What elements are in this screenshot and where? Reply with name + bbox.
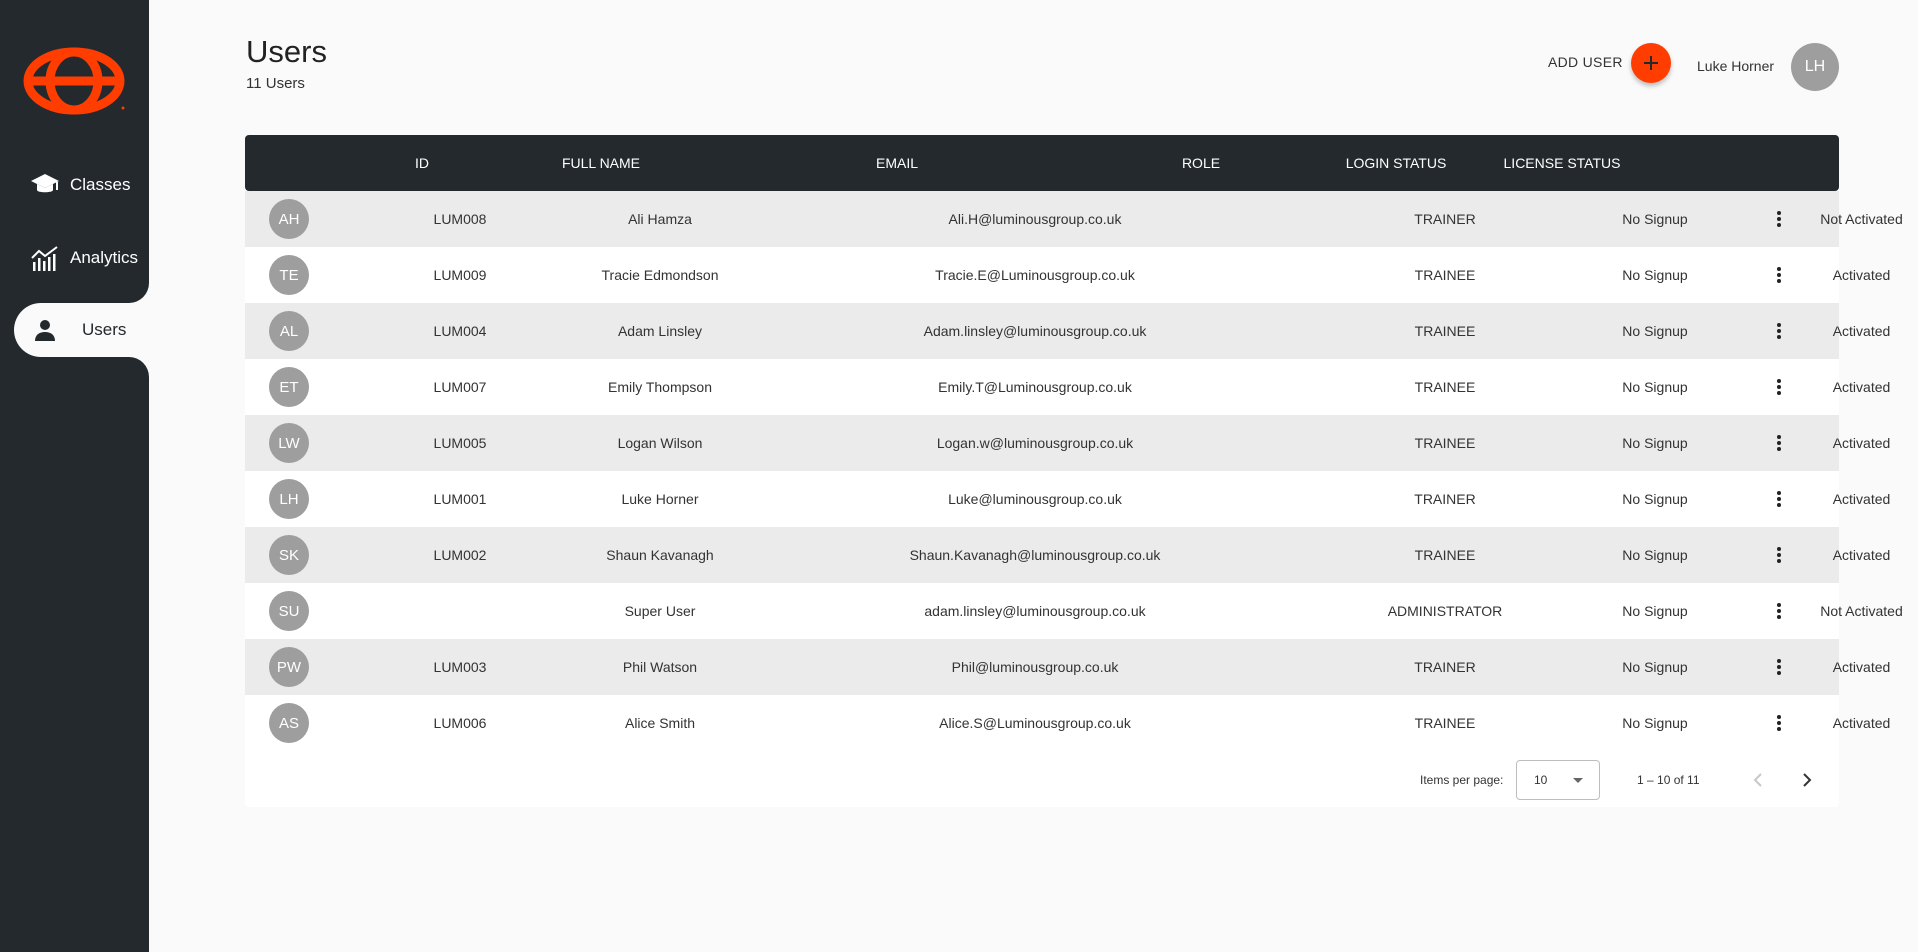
table-row[interactable] bbox=[245, 247, 1891, 303]
avatar: LH bbox=[269, 479, 309, 519]
avatar: SU bbox=[269, 591, 309, 631]
items-per-page-value: 10 bbox=[1534, 773, 1548, 787]
more-vertical-icon bbox=[1776, 210, 1782, 228]
plus-icon bbox=[1643, 55, 1659, 71]
add-user-label[interactable]: ADD USER bbox=[1548, 54, 1623, 70]
more-vertical-icon bbox=[1776, 378, 1782, 396]
items-per-page-select[interactable] bbox=[1516, 760, 1600, 800]
cell-full-name: Alice Smith bbox=[624, 715, 696, 731]
cell-full-name: Emily Thompson bbox=[607, 379, 712, 395]
cell-login-status: No Signup bbox=[1622, 323, 1688, 339]
cell-email: Phil@luminousgroup.co.uk bbox=[951, 659, 1119, 675]
cell-full-name: Ali Hamza bbox=[628, 211, 692, 227]
cell-license-status: Activated bbox=[1832, 659, 1891, 675]
more-vertical-icon bbox=[1776, 546, 1782, 564]
row-actions-button[interactable] bbox=[1763, 259, 1795, 291]
cell-login-status: No Signup bbox=[1622, 491, 1688, 507]
row-actions-button[interactable] bbox=[1763, 371, 1795, 403]
sidebar bbox=[0, 0, 149, 952]
cell-role: TRAINER bbox=[1414, 211, 1476, 227]
cell-full-name: Luke Horner bbox=[621, 491, 699, 507]
cell-license-status: Activated bbox=[1832, 715, 1891, 731]
users-table bbox=[245, 135, 1903, 807]
active-tab-corner bbox=[129, 357, 149, 377]
add-user-button[interactable] bbox=[1631, 43, 1671, 83]
cell-id: LUM004 bbox=[433, 323, 487, 339]
cell-email: Shaun.Kavanagh@luminousgroup.co.uk bbox=[909, 547, 1161, 563]
sidebar-item-label: Classes bbox=[70, 175, 131, 194]
cell-license-status: Not Activated bbox=[1820, 603, 1903, 619]
cell-role: TRAINER bbox=[1414, 659, 1476, 675]
cell-login-status: No Signup bbox=[1622, 435, 1688, 451]
page-range-label: 1 – 10 of 11 bbox=[1637, 773, 1700, 787]
row-actions-button[interactable] bbox=[1763, 315, 1795, 347]
table-header bbox=[245, 135, 1839, 191]
chevron-right-icon bbox=[1802, 773, 1812, 787]
cell-license-status: Activated bbox=[1832, 435, 1891, 451]
cell-role: TRAINEE bbox=[1414, 435, 1476, 451]
cell-full-name: Phil Watson bbox=[622, 659, 698, 675]
cell-license-status: Not Activated bbox=[1820, 211, 1903, 227]
luminous-logo-icon bbox=[22, 46, 126, 116]
avatar[interactable]: LH bbox=[1791, 43, 1839, 91]
table-row[interactable] bbox=[245, 303, 1891, 359]
table-row[interactable] bbox=[245, 359, 1891, 415]
cell-role: TRAINEE bbox=[1414, 715, 1476, 731]
cell-full-name: Logan Wilson bbox=[617, 435, 703, 451]
cell-full-name: Shaun Kavanagh bbox=[606, 547, 714, 563]
more-vertical-icon bbox=[1776, 602, 1782, 620]
table-row[interactable] bbox=[245, 471, 1891, 527]
cell-email: adam.linsley@luminousgroup.co.uk bbox=[924, 603, 1146, 619]
cell-login-status: No Signup bbox=[1622, 211, 1688, 227]
cell-email: Emily.T@Luminousgroup.co.uk bbox=[938, 379, 1132, 395]
cell-id: LUM009 bbox=[433, 267, 487, 283]
row-actions-button[interactable] bbox=[1763, 707, 1795, 739]
cell-login-status: No Signup bbox=[1622, 379, 1688, 395]
more-vertical-icon bbox=[1776, 658, 1782, 676]
cell-email: Logan.w@luminousgroup.co.uk bbox=[936, 435, 1134, 451]
cell-id: LUM002 bbox=[433, 547, 487, 563]
row-actions-button[interactable] bbox=[1763, 651, 1795, 683]
sidebar-item-analytics[interactable] bbox=[0, 231, 149, 285]
row-actions-button[interactable] bbox=[1763, 483, 1795, 515]
table-row[interactable] bbox=[245, 415, 1891, 471]
cell-login-status: No Signup bbox=[1622, 603, 1688, 619]
table-row[interactable] bbox=[245, 639, 1891, 695]
cell-license-status: Activated bbox=[1832, 547, 1891, 563]
row-actions-button[interactable] bbox=[1763, 539, 1795, 571]
more-vertical-icon bbox=[1776, 490, 1782, 508]
active-tab-corner bbox=[129, 283, 149, 303]
column-header-id: ID bbox=[415, 155, 429, 171]
cell-license-status: Activated bbox=[1832, 267, 1891, 283]
cell-login-status: No Signup bbox=[1622, 267, 1688, 283]
cell-license-status: Activated bbox=[1832, 379, 1891, 395]
cell-id: LUM005 bbox=[433, 435, 487, 451]
avatar: TE bbox=[269, 255, 309, 295]
previous-page-button[interactable] bbox=[1742, 764, 1774, 796]
cell-id: LUM006 bbox=[433, 715, 487, 731]
column-header-login-status: LOGIN STATUS bbox=[1345, 155, 1447, 171]
avatar: AH bbox=[269, 199, 309, 239]
page-title: Users bbox=[246, 34, 327, 69]
cell-id: LUM003 bbox=[433, 659, 487, 675]
table-row[interactable] bbox=[245, 695, 1891, 751]
cell-role: TRAINEE bbox=[1414, 379, 1476, 395]
column-header-full-name: FULL NAME bbox=[561, 155, 641, 171]
cell-role: TRAINEE bbox=[1414, 547, 1476, 563]
column-header-email: EMAIL bbox=[875, 155, 918, 171]
table-row[interactable] bbox=[245, 191, 1903, 247]
cell-id bbox=[395, 583, 525, 639]
avatar: PW bbox=[269, 647, 309, 687]
column-header-license-status: LICENSE STATUS bbox=[1503, 155, 1621, 171]
avatar: ET bbox=[269, 367, 309, 407]
more-vertical-icon bbox=[1776, 266, 1782, 284]
cell-role: TRAINEE bbox=[1414, 267, 1476, 283]
avatar: AS bbox=[269, 703, 309, 743]
avatar: AL bbox=[269, 311, 309, 351]
cell-login-status: No Signup bbox=[1622, 547, 1688, 563]
table-row[interactable] bbox=[245, 527, 1891, 583]
column-header-role: ROLE bbox=[1181, 155, 1221, 171]
cell-login-status: No Signup bbox=[1622, 659, 1688, 675]
cell-email: Ali.H@luminousgroup.co.uk bbox=[948, 211, 1122, 227]
row-actions-button[interactable] bbox=[1763, 203, 1795, 235]
cell-email: Alice.S@Luminousgroup.co.uk bbox=[939, 715, 1131, 731]
user-count: 11 Users bbox=[246, 75, 305, 92]
current-user-name: Luke Horner bbox=[1697, 58, 1775, 74]
cell-full-name: Adam Linsley bbox=[617, 323, 703, 339]
cell-role: ADMINISTRATOR bbox=[1387, 603, 1503, 619]
cell-role: TRAINEE bbox=[1414, 323, 1476, 339]
cell-id: LUM008 bbox=[433, 211, 487, 227]
cell-full-name: Tracie Edmondson bbox=[601, 267, 719, 283]
avatar: LW bbox=[269, 423, 309, 463]
next-page-button[interactable] bbox=[1791, 764, 1823, 796]
graduation-cap-icon bbox=[30, 170, 60, 200]
table-row[interactable] bbox=[245, 583, 1903, 639]
more-vertical-icon bbox=[1776, 714, 1782, 732]
sidebar-item-classes[interactable] bbox=[0, 158, 149, 212]
more-vertical-icon bbox=[1776, 434, 1782, 452]
row-actions-button[interactable] bbox=[1763, 427, 1795, 459]
avatar: SK bbox=[269, 535, 309, 575]
sidebar-item-users[interactable] bbox=[14, 303, 149, 357]
row-actions-button[interactable] bbox=[1763, 595, 1795, 627]
caret-down-icon bbox=[1573, 778, 1583, 784]
cell-email: Luke@luminousgroup.co.uk bbox=[948, 491, 1122, 507]
analytics-chart-icon bbox=[30, 243, 60, 273]
cell-id: LUM001 bbox=[433, 491, 487, 507]
cell-email: Adam.linsley@luminousgroup.co.uk bbox=[923, 323, 1147, 339]
sidebar-item-label: Analytics bbox=[70, 248, 139, 267]
cell-full-name: Super User bbox=[624, 603, 696, 619]
cell-login-status: No Signup bbox=[1622, 715, 1688, 731]
chevron-left-icon bbox=[1753, 773, 1763, 787]
person-icon bbox=[30, 315, 60, 345]
cell-license-status: Activated bbox=[1832, 323, 1891, 339]
cell-email: Tracie.E@Luminousgroup.co.uk bbox=[935, 267, 1135, 283]
sidebar-item-label: Users bbox=[82, 320, 127, 339]
cell-role: TRAINER bbox=[1414, 491, 1476, 507]
more-vertical-icon bbox=[1776, 322, 1782, 340]
cell-license-status: Activated bbox=[1832, 491, 1891, 507]
items-per-page-label: Items per page: bbox=[1420, 773, 1504, 787]
cell-id: LUM007 bbox=[433, 379, 487, 395]
